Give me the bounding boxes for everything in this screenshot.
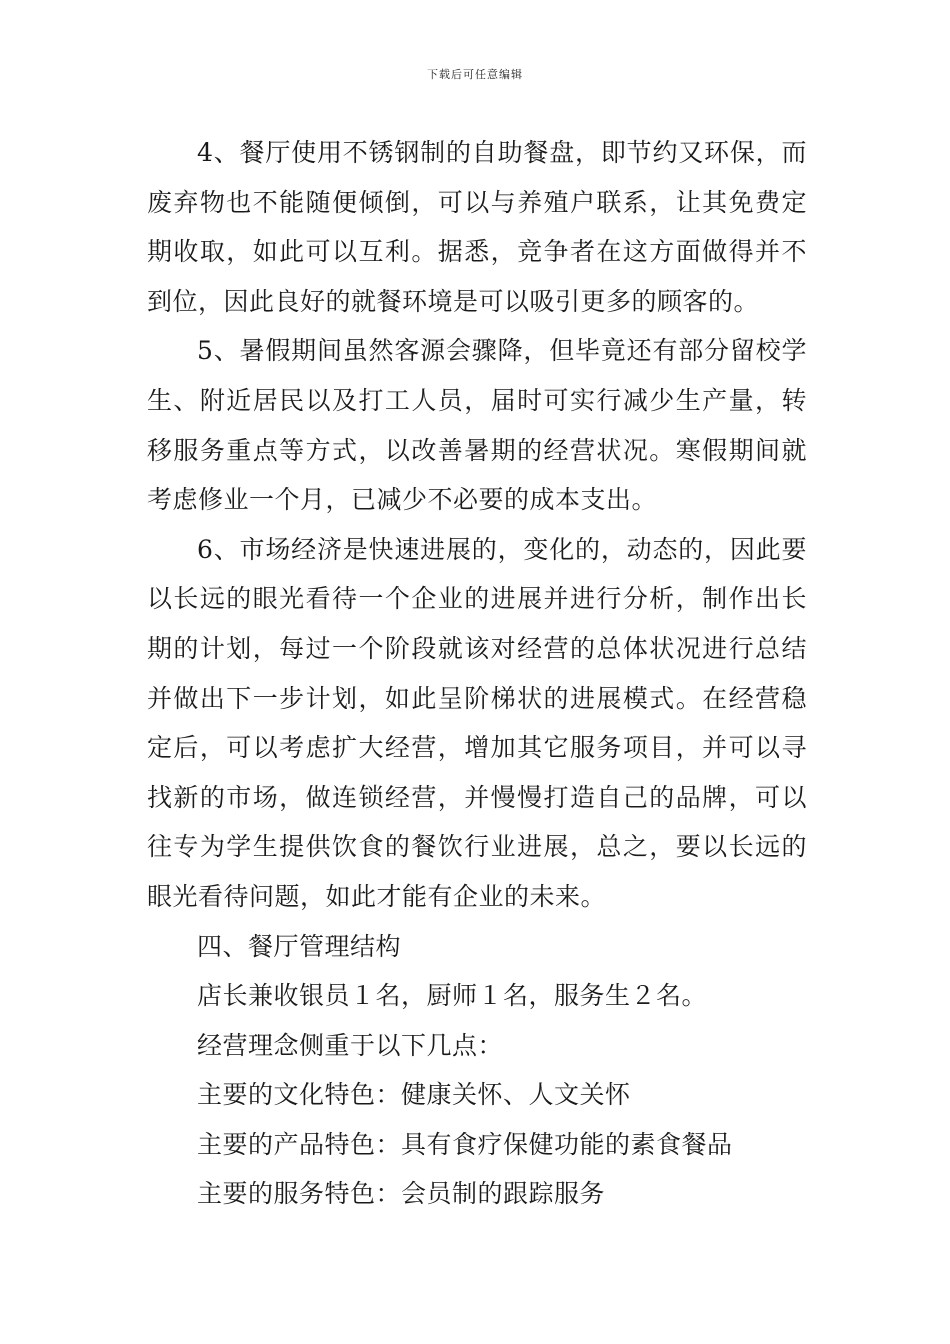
product-feature: 主要的产品特色：具有食疗保健功能的素食餐品	[197, 1129, 733, 1159]
paragraph-5: 5、暑假期间虽然客源会骤降，但毕竟还有部分留校学生、附近居民以及打工人员，届时可实行减少生产量，转移服务重点等方式，以改善暑期的经营状况。寒假期间就考虑修业一个月，已减少不必要的成本支出。	[147, 336, 807, 515]
page-header: 下载后可任意编辑	[427, 68, 523, 81]
section-heading-management: 四、餐厅管理结构	[197, 931, 402, 961]
staffing-line: 店长兼收银员１名，厨师１名，服务生２名。	[197, 981, 708, 1011]
service-feature: 主要的服务特色：会员制的跟踪服务	[197, 1179, 606, 1209]
paragraph-6: 6、市场经济是快速进展的，变化的，动态的，因此要以长远的眼光看待一个企业的进展并进行分析，制作出长期的计划，每过一个阶段就该对经营的总体状况进行总结并做出下一步计划，如此呈阶梯状的进展模式。在经营稳定后，可以考虑扩大经营，增加其它服务项目，并可以寻找新的市场，做连锁经营，并慢慢打造自己的品牌，可以往专为学生提供饮食的餐饮行业进展，总之，要以长远的眼光看待问题，如此才能有企业的未来。	[147, 534, 807, 911]
paragraph-4: 4、餐厅使用不锈钢制的自助餐盘，即节约又环保，而废弃物也不能随便倾倒，可以与养殖户联系，让其免费定期收取，如此可以互利。据悉，竞争者在这方面做得并不到位，因此良好的就餐环境是可以吸引更多的顾客的。	[147, 138, 807, 316]
culture-feature: 主要的文化特色：健康关怀、人文关怀	[197, 1080, 631, 1110]
philosophy-intro: 经营理念侧重于以下几点：	[197, 1030, 504, 1060]
document-body	[147, 128, 807, 1219]
